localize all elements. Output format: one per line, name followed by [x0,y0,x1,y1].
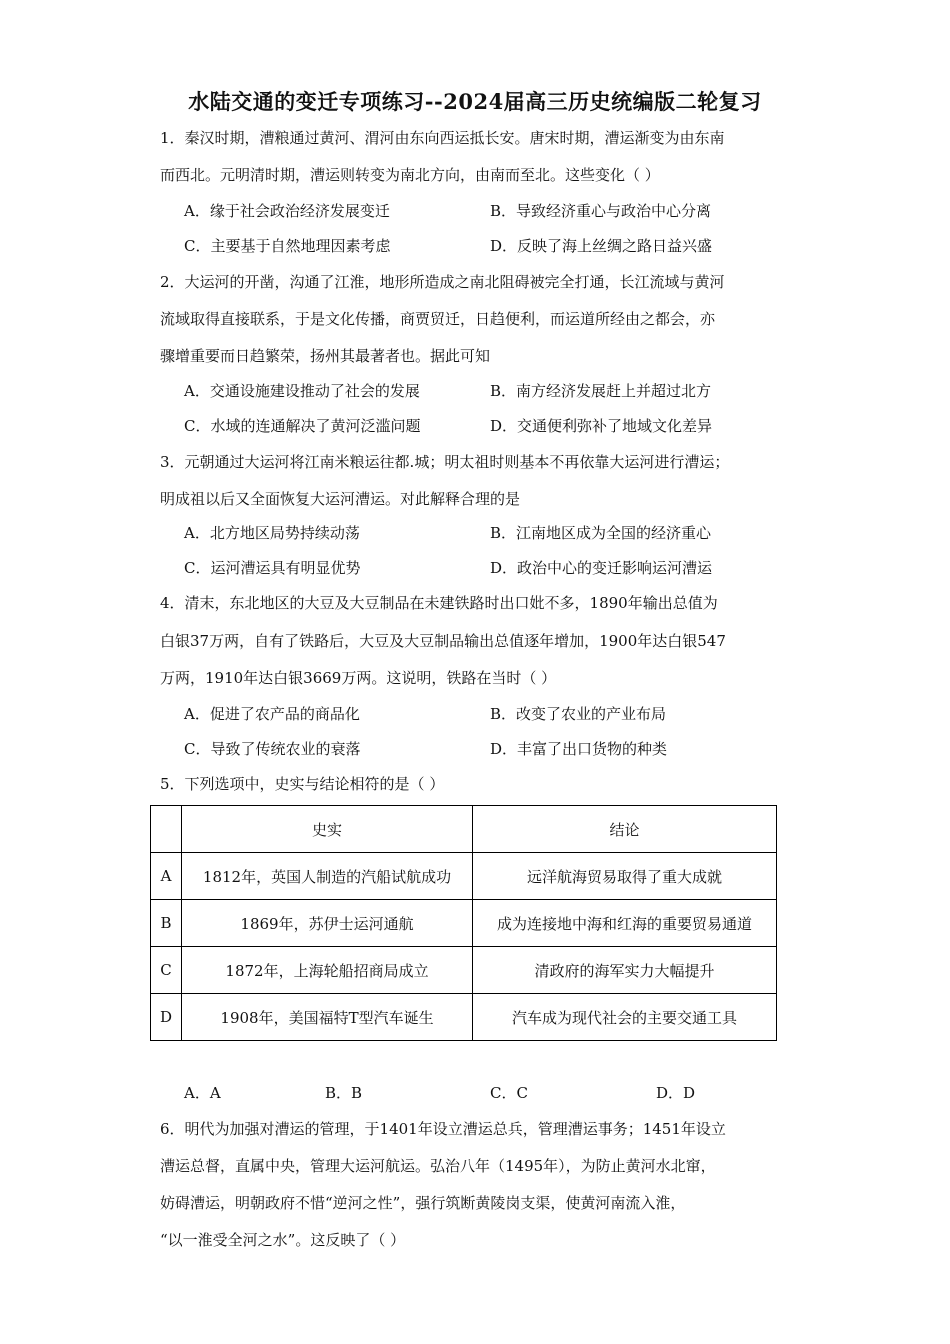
q3-option-c[interactable]: C．运河漕运具有明显优势 [184,559,361,577]
row-label: A [151,853,182,900]
table-row [151,947,777,994]
q6-line-2: 漕运总督，直属中央，管理大运河航运。弘治八年（1495年），为防止黄河水北窜， [160,1157,716,1175]
q2-line-1: 2．大运河的开凿，沟通了江淮，地形所造成之南北阻碍被完全打通，长江流域与黄河 [160,273,725,291]
q3-line-1: 3．元朝通过大运河将江南米粮运往都.城；明太祖时则基本不再依靠大运河进行漕运； [160,453,730,471]
q2-option-d[interactable]: D．交通便利弥补了地域文化差异 [490,417,713,435]
table-header-row [151,806,777,853]
row-label: C [151,947,182,994]
row-conclusion: 清政府的海军实力大幅提升 [473,947,777,994]
q2-option-c[interactable]: C．水域的连通解决了黄河泛滥问题 [184,417,421,435]
q4-option-a[interactable]: A．促进了农产品的商品化 [184,705,360,723]
q1-option-c[interactable]: C．主要基于自然地理因素考虑 [184,237,391,255]
q3-option-a[interactable]: A．北方地区局势持续动荡 [184,524,360,542]
q1-line-2: 而西北。元明清时期，漕运则转变为南北方向，由南而至北。这些变化（ ） [160,166,660,184]
q4-line-3: 万两，1910年达白银3669万两。这说明，铁路在当时（ ） [160,669,557,687]
q3-option-d[interactable]: D．政治中心的变迁影响运河漕运 [490,559,713,577]
row-conclusion: 汽车成为现代社会的主要交通工具 [473,994,777,1041]
q2-line-3: 骤增重要而日趋繁荣，扬州其最著者也。据此可知 [160,347,491,365]
row-conclusion: 成为连接地中海和红海的重要贸易通道 [473,900,777,947]
table-header-fact: 史实 [182,806,473,853]
q2-line-2: 流域取得直接联系，于是文化传播，商贾贸迁，日趋便利，而运道所经由之都会，亦 [160,310,716,328]
q1-option-a[interactable]: A．缘于社会政治经济发展变迁 [184,202,390,220]
row-label: B [151,900,182,947]
q5-option-a[interactable]: A．A [184,1084,221,1102]
q6-line-4: “以一淮受全河之水”。这反映了（ ） [160,1231,406,1249]
q3-option-b[interactable]: B．江南地区成为全国的经济重心 [490,524,712,542]
row-fact: 1872年，上海轮船招商局成立 [182,947,473,994]
q5-stem: 5．下列选项中，史实与结论相符的是（ ） [160,775,445,793]
row-fact: 1812年，英国人制造的汽船试航成功 [182,853,473,900]
q6-line-3: 妨碍漕运，明朝政府不惜“逆河之性”，强行筑断黄陵岗支渠，使黄河南流入淮， [160,1194,686,1212]
q5-option-b[interactable]: B．B [325,1084,363,1102]
q5-table [150,805,777,1041]
q5-option-d[interactable]: D．D [656,1084,696,1102]
q2-option-a[interactable]: A．交通设施建设推动了社会的发展 [184,382,420,400]
row-label: D [151,994,182,1041]
q4-option-b[interactable]: B．改变了农业的产业布局 [490,705,667,723]
q2-option-b[interactable]: B．南方经济发展赶上并超过北方 [490,382,712,400]
q1-option-d[interactable]: D．反映了海上丝绸之路日益兴盛 [490,237,713,255]
q6-line-1: 6．明代为加强对漕运的管理，于1401年设立漕运总兵，管理漕运事务；1451年设立 [160,1120,726,1138]
row-conclusion: 远洋航海贸易取得了重大成就 [473,853,777,900]
table-header-conclusion: 结论 [473,806,777,853]
q3-line-2: 明成祖以后又全面恢复大运河漕运。对此解释合理的是 [160,490,521,508]
q5-option-c[interactable]: C．C [490,1084,528,1102]
q1-line-1: 1．秦汉时期，漕粮通过黄河、渭河由东向西运抵长安。唐宋时期，漕运渐变为由东南 [160,129,725,147]
row-fact: 1908年，美国福特T型汽车诞生 [182,994,473,1041]
table-row [151,994,777,1041]
table-row [151,900,777,947]
q4-option-d[interactable]: D．丰富了出口货物的种类 [490,740,668,758]
document-title: 水陆交通的变迁专项练习--2024届高三历史统编版二轮复习 [188,89,762,114]
row-fact: 1869年，苏伊士运河通航 [182,900,473,947]
q4-option-c[interactable]: C．导致了传统农业的衰落 [184,740,361,758]
table-row [151,853,777,900]
q4-line-1: 4．清末，东北地区的大豆及大豆制品在未建铁路时出口妣不多，1890年输出总值为 [160,594,718,612]
q4-line-2: 白银37万两，自有了铁路后，大豆及大豆制品输出总值逐年增加，1900年达白银547 [160,632,726,650]
q1-option-b[interactable]: B．导致经济重心与政治中心分离 [490,202,712,220]
table-header-label [151,806,182,853]
